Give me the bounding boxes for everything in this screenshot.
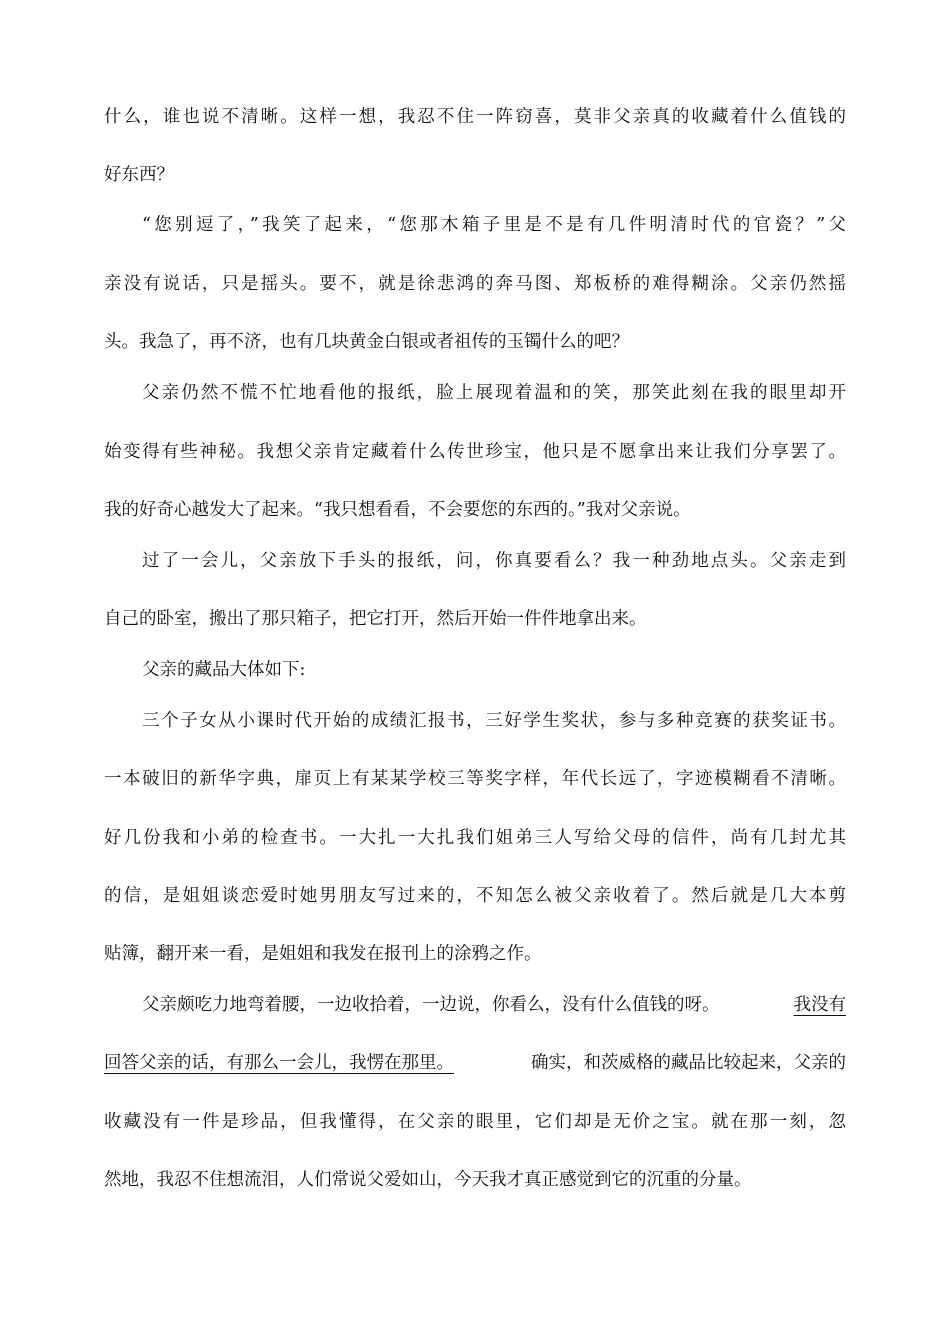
underlined-segment: 回答父亲的话，有那么一会儿，我愣在那里。	[104, 1053, 454, 1073]
text-segment: 确实，和茨威格的藏品比较起来，父亲的	[531, 1053, 846, 1073]
text-line-5: 头。我急了，再不济，也有几块黄金白银或者祖传的玉镯什么的吧？	[104, 332, 629, 352]
text-line-13: 一本破旧的新华字典，扉页上有某某学校三等奖字样，年代长远了，字迹模糊看不清晰。	[104, 769, 846, 789]
text-line-18	[104, 1050, 846, 1076]
text-line-2: 好东西？	[104, 165, 174, 185]
text-line-7: 始变得有些神秘。我想父亲肯定藏着什么传世珍宝，他只是不愿拿出来让我们分享罢了。	[104, 442, 846, 462]
text-line-8: 我的好奇心越发大了起来。“我只想看看，不会要您的东西的。”我对父亲说。	[104, 500, 691, 520]
underlined-segment: 我没有	[793, 995, 846, 1015]
text-line-9: 过了一会儿，父亲放下手头的报纸，问，你真要看么？我一种劲地点头。父亲走到	[142, 551, 846, 571]
text-line-4: 亲没有说话，只是摇头。要不，就是徐悲鸿的奔马图、郑板桥的难得糊涂。父亲仍然摇	[104, 274, 846, 294]
text-line-1: 什么，谁也说不清晰。这样一想，我忍不住一阵窃喜，莫非父亲真的收藏着什么值钱的	[104, 107, 846, 127]
text-segment: 父亲颇吃力地弯着腰，一边收拾着，一边说，你看么，没有什么值钱的呀。	[142, 995, 720, 1015]
text-line-16: 贴簿，翻开来一看，是姐姐和我发在报刊上的涂鸦之作。	[104, 944, 542, 964]
text-line-6: 父亲仍然不慌不忙地看他的报纸，脸上展现着温和的笑，那笑此刻在我的眼里却开	[142, 383, 846, 403]
text-line-10: 自己的卧室，搬出了那只箱子，把它打开，然后开始一件件地拿出来。	[104, 609, 647, 629]
text-line-3: “您别逗了，”我笑了起来，“您那木箱子里是不是有几件明清时代的官瓷？”父	[142, 215, 846, 235]
text-line-19: 收藏没有一件是珍品，但我懂得，在父亲的眼里，它们却是无价之宝。就在那一刻，忽	[104, 1112, 846, 1132]
text-line-12: 三个子女从小课时代开始的成绩汇报书，三好学生奖状，参与多种竞赛的获奖证书。	[142, 711, 846, 731]
text-line-20: 然地，我忍不住想流泪，人们常说父爱如山，今天我才真正感觉到它的沉重的分量。	[104, 1170, 752, 1190]
text-line-11: 父亲的藏品大体如下:	[142, 660, 306, 680]
text-line-17	[142, 992, 846, 1018]
text-line-15: 的信，是姐姐谈恋爱时她男朋友写过来的，不知怎么被父亲收着了。然后就是几大本剪	[104, 886, 846, 906]
text-line-14: 好几份我和小弟的检查书。一大扎一大扎我们姐弟三人写给父母的信件，尚有几封尤其	[104, 828, 846, 848]
